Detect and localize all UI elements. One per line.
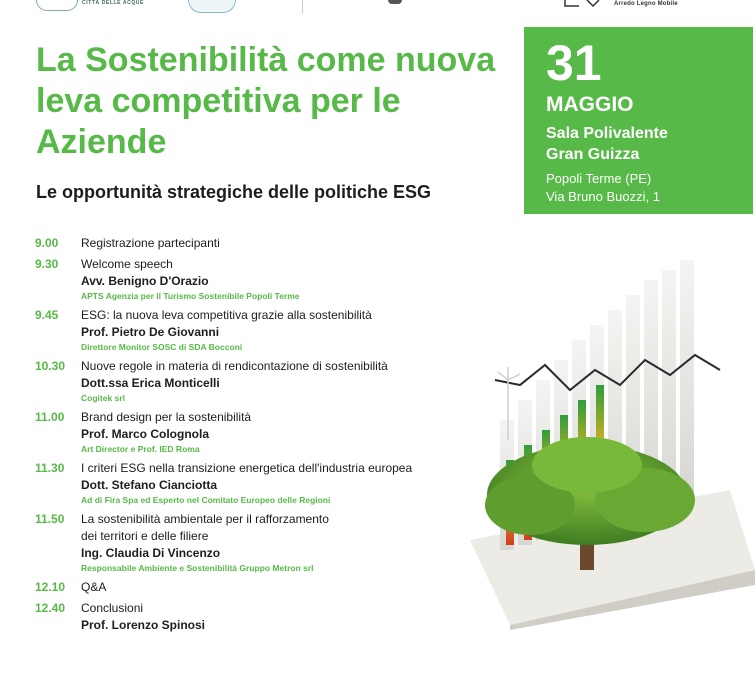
logo-bar [0, 0, 755, 16]
partner-logo-icon [388, 0, 402, 4]
program-role: Art Director e Prof. IED Roma [81, 444, 200, 454]
city-emblem-icon [36, 0, 78, 11]
program-topic: Registrazione partecipanti [81, 236, 220, 250]
program-time: 9.30 [35, 257, 59, 271]
program-time: 11.50 [35, 512, 65, 526]
program-topic: La sostenibilità ambientale per il rafforzamento [81, 512, 329, 526]
program-topic: Nuove regole in materia di rendicontazione di sostenibilità [81, 359, 388, 373]
program-role: Direttore Monitor SOSC di SDA Bocconi [81, 342, 243, 352]
venue-line-2: Gran Guizza [546, 146, 640, 163]
program-role: Cogitek srl [81, 393, 125, 403]
sustainability-illustration [430, 240, 755, 630]
page-subtitle: Le opportunità strategiche delle politiche ESG [36, 182, 432, 202]
logo-divider [302, 0, 303, 14]
event-day: 31 [546, 35, 602, 91]
program-role: APTS Agenzia per il Turismo Sostenibile Popoli Terme [81, 291, 300, 301]
seal-logo-icon [188, 0, 236, 13]
program-role: Ad di Fira Spa ed Esperto nel Comitato Europeo delle Regioni [81, 495, 331, 505]
event-venue [546, 123, 668, 165]
program-speaker: Avv. Benigno D'Orazio [81, 274, 209, 288]
program-speaker: Ing. Claudia Di Vincenzo [81, 546, 221, 560]
program-topic: I criteri ESG nella transizione energetica dell'industria europea [81, 461, 413, 475]
page-title: La Sostenibilità come nuova leva competitiva per le Aziende [36, 41, 496, 161]
venue-line-1: Sala Polivalente [546, 125, 668, 142]
program-topic-continued: dei territori e delle filiere [81, 529, 209, 543]
program-topic: ESG: la nuova leva competitiva grazie alla sostenibilità [81, 308, 372, 322]
brand-logo-icon [563, 0, 603, 8]
program-time: 11.30 [35, 461, 65, 475]
program-time: 10.30 [35, 359, 66, 373]
brand-tagline: Arredo Legno Mobile [614, 1, 678, 7]
event-date-box [524, 27, 753, 214]
program-speaker: Prof. Marco Colognola [81, 427, 210, 441]
program-speaker: Prof. Lorenzo Spinosi [81, 618, 206, 632]
program-topic: Brand design per la sostenibilità [81, 410, 252, 424]
program-time: 9.00 [35, 236, 59, 250]
program-role: Responsabile Ambiente e Sostenibilità Gruppo Metron srl [81, 563, 314, 573]
program-time: 9.45 [35, 308, 59, 322]
address-line-2: Via Bruno Buozzi, 1 [546, 189, 660, 204]
event-month: MAGGIO [546, 93, 634, 116]
program-speaker: Dott.ssa Erica Monticelli [81, 376, 220, 390]
program-topic: Welcome speech [81, 257, 173, 271]
city-logo-caption: CITTÀ DELLE ACQUE [82, 0, 144, 6]
program-speaker: Prof. Pietro De Giovanni [81, 325, 220, 339]
program-time: 12.10 [35, 580, 66, 594]
program-topic: Q&A [81, 580, 107, 594]
program-speaker: Dott. Stefano Cianciotta [81, 478, 218, 492]
event-address [546, 170, 660, 206]
program-time: 11.00 [35, 410, 65, 424]
program-time: 12.40 [35, 601, 66, 615]
address-line-1: Popoli Terme (PE) [546, 171, 652, 186]
program-topic: Conclusioni [81, 601, 144, 615]
